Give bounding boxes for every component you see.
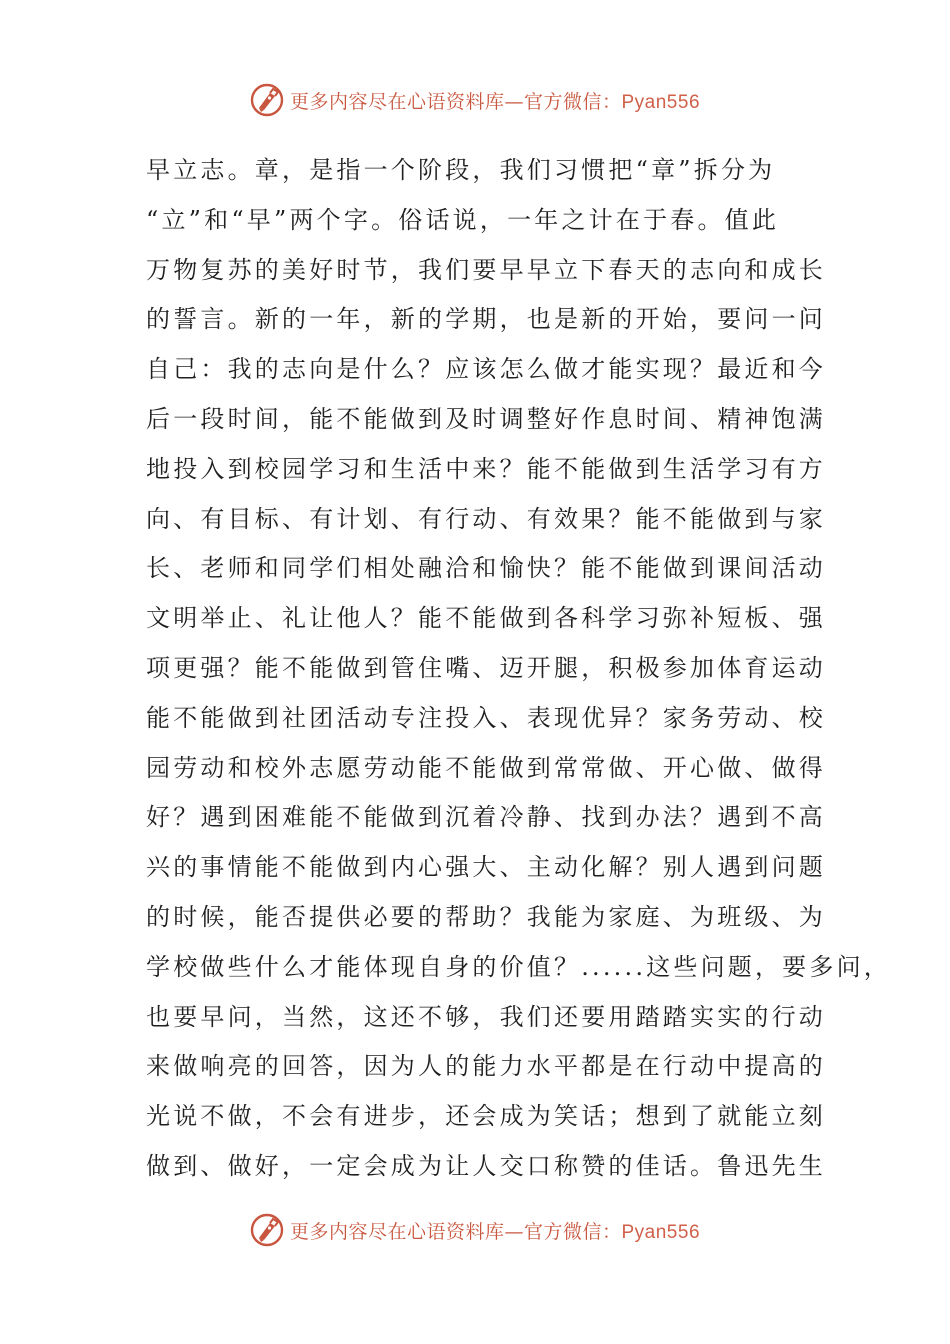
text-line: 文明举止、礼让他人？能不能做到各科学习弥补短板、强 [146,604,826,633]
header-banner [0,78,950,122]
text-line: 光说不做，不会有进步，还会成为笑话；想到了就能立刻 [146,1102,826,1131]
banner-separator: — [504,90,524,113]
text-line: 园劳动和校外志愿劳动能不能做到常常做、开心做、做得 [146,753,826,782]
pen-nib-logo-icon [250,1213,284,1247]
text-line: 的时候，能否提供必要的帮助？我能为家庭、为班级、为 [146,902,826,931]
text-line: 的誓言。新的一年，新的学期，也是新的开始，要问一问 [146,305,826,334]
text-line: 能不能做到社团活动专注投入、表现优异？家务劳动、校 [146,703,826,732]
banner-contact-id: Pyan556 [621,91,701,113]
text-line: 来做响亮的回答，因为人的能力水平都是在行动中提高的 [146,1052,826,1081]
banner-title: 更多内容尽在心语资料库 [289,1220,505,1243]
banner-text [290,1217,700,1244]
text-line: 后一段时间，能不能做到及时调整好作息时间、精神饱满 [146,404,826,433]
text-line: 兴的事情能不能做到内心强大、主动化解？别人遇到问题 [146,853,826,882]
footer-banner [0,1208,950,1252]
text-line: 万物复苏的美好时节，我们要早早立下春天的志向和成长 [146,255,826,284]
text-line: 向、有目标、有计划、有行动、有效果？能不能做到与家 [146,504,826,533]
text-line: 自己：我的志向是什么？应该怎么做才能实现？最近和今 [146,355,826,384]
banner-contact-label: 官方微信： [523,1220,622,1243]
text-line: 学校做些什么才能体现自身的价值？......这些问题，要多问， [146,952,891,981]
text-line: 地投入到校园学习和生活中来？能不能做到生活学习有方 [146,454,826,483]
text-line: 长、老师和同学们相处融洽和愉快？能不能做到课间活动 [146,554,826,583]
text-line: 好？遇到困难能不能做到沉着冷静、找到办法？遇到不高 [146,803,826,832]
document-body [146,146,891,1192]
pen-nib-logo-icon [250,83,284,117]
text-line: 早立志。章，是指一个阶段，我们习惯把“章”拆分为 [146,156,776,184]
text-line: “立”和“早”两个字。俗话说，一年之计在于春。值此 [146,205,780,234]
banner-contact-id: Pyan556 [621,1221,701,1243]
banner-separator: — [504,1220,524,1243]
text-line: 也要早问，当然，这还不够，我们还要用踏踏实实的行动 [146,1002,826,1031]
text-line: 做到、做好，一定会成为让人交口称赞的佳话。鲁迅先生 [146,1151,826,1180]
banner-contact-label: 官方微信： [523,90,622,113]
banner-title: 更多内容尽在心语资料库 [289,90,505,113]
text-line: 项更强？能不能做到管住嘴、迈开腿，积极参加体育运动 [146,653,826,682]
banner-text [290,87,700,114]
